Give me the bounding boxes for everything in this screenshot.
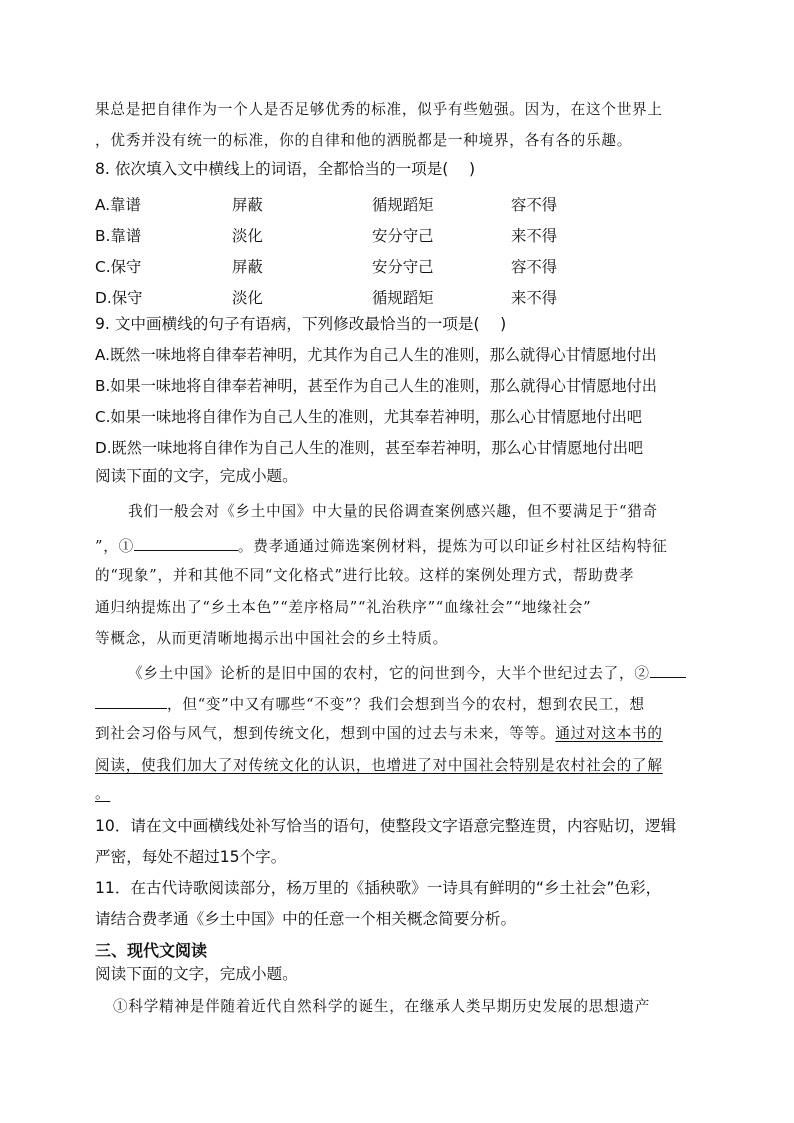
section-instruction: 阅读下面的文字，完成小题。 [95,965,298,983]
passage-text: 。费孝通通过筛选案例材料，提炼为可以印证乡村社区结构特征 [237,538,668,555]
question-9-option-d[interactable]: D.既然一味地将自律作为自己人生的准则，甚至奉若神明，那么心甘情愿地付出吧 [95,439,644,457]
reading-instruction: 阅读下面的文字，完成小题。 [95,467,298,485]
passage-text: ”， [95,538,119,555]
passage-paragraph-2-line-2 [95,695,705,713]
passage-paragraph-2-line-3 [95,727,705,742]
option-label: A.靠谱 [95,196,141,214]
option-word-1: 屏蔽 [232,258,263,276]
option-label: B.靠谱 [95,227,142,245]
underlined-sentence-line-2: 阅读，使我们加大了对传统文化的认识，也增进了对中国社会特别是农村社会的了解 [95,757,663,774]
question-9-option-b[interactable]: B.如果一味地将自律奉若神明，甚至作为自己人生的准则，那么就得心甘情愿地付出 [95,377,657,395]
section-heading: 三、现代文阅读 [95,941,208,960]
fill-blank-2-end[interactable] [95,695,167,709]
question-10-line-2: 严密，每处不超过15个字。 [95,848,287,866]
option-word-2: 循规蹈矩 [372,196,434,214]
question-8-option-d[interactable] [95,286,705,307]
underlined-sentence-line-3: 。 [95,785,111,802]
question-9-option-c[interactable]: C.如果一味地将自律作为自己人生的准则，尤其奉若神明，那么心甘情愿地付出吧 [95,408,642,426]
option-label: D.保守 [95,289,143,307]
option-word-1: 屏蔽 [232,196,263,214]
option-word-1: 淡化 [232,289,263,307]
passage-paragraph-1-line-5: 等概念，从而更清晰地揭示出中国社会的乡土特质。 [95,630,448,647]
passage-paragraph-1-line-3: 的“现象”，并和其他不同“文化格式”进行比较。这样的案例处理方式，帮助费孝 [95,567,635,584]
question-9-option-a[interactable]: A.既然一味地将自律奉若神明，尤其作为自己人生的准则，那么就得心甘情愿地付出 [95,346,657,364]
passage-text: ，但“变”中又有哪些“不变”？我们会想到当今的农村，想到农民工，想 [167,696,645,713]
passage-paragraph-1-line-2 [95,537,705,555]
section-3-paragraph-1-line-1: ①科学精神是伴随着近代自然科学的诞生，在继承人类早期历史发展的思想遗产 [113,998,651,1015]
question-11-line-2: 请结合费孝通《乡土中国》中的任意一个相关概念简要分析。 [95,910,517,928]
option-word-3: 来不得 [511,289,558,307]
passage-paragraph-1-line-1: 我们一般会对《乡土中国》中大量的民俗调查案例感兴趣，但不要满足于“猎奇 [128,503,658,520]
question-8-option-b[interactable] [95,224,705,245]
option-word-1: 淡化 [232,227,263,245]
underlined-sentence: 通过对这本书的 [555,725,663,742]
question-11-line-1: 11．在古代诗歌阅读部分，杨万里的《插秧歌》一诗具有鲜明的“乡土社会”色彩， [95,879,662,897]
blank-number-2: ② [634,665,650,682]
fill-blank-1[interactable] [134,537,238,551]
question-8-option-c[interactable] [95,255,705,276]
question-10-line-1: 10．请在文中画横线处补写恰当的语句，使整段文字语意完整连贯，内容贴切，逻辑 [95,817,677,835]
passage-text: 《乡土中国》论析的是旧中国的农村，它的问世到今，大半个世纪过去了， [128,665,635,682]
option-word-3: 容不得 [511,258,558,276]
passage-paragraph-2-line-1 [128,664,705,682]
passage-text: 到社会习俗与风气，想到传统文化，想到中国的过去与未来，等等。 [95,725,556,742]
option-word-2: 安分守己 [372,258,434,276]
blank-number-1: ① [118,538,134,555]
intro-text-line-2: ，优秀并没有统一的标准，你的自律和他的洒脱都是一种境界，各有各的乐趣。 [95,132,633,149]
fill-blank-2-start[interactable] [650,664,686,678]
passage-paragraph-1-line-4: 通归纳提炼出了“乡土本色”“差序格局”“礼治秩序”“血缘社会”“地缘社会” [95,599,592,616]
option-word-2: 循规蹈矩 [372,289,434,307]
option-word-3: 容不得 [511,196,558,214]
intro-text-line-1: 果总是把自律作为一个人是否足够优秀的标准，似乎有些勉强。因为，在这个世界上 [95,101,663,118]
question-8-option-a[interactable] [95,193,705,214]
option-word-2: 安分守己 [372,227,434,245]
option-word-3: 来不得 [511,227,558,245]
option-label: C.保守 [95,258,142,276]
question-9-stem: 9. 文中画横线的句子有语病，下列修改最恰当的一项是( ) [95,315,507,333]
question-8-stem: 8. 依次填入文中横线上的词语，全都恰当的一项是( ) [95,160,476,178]
